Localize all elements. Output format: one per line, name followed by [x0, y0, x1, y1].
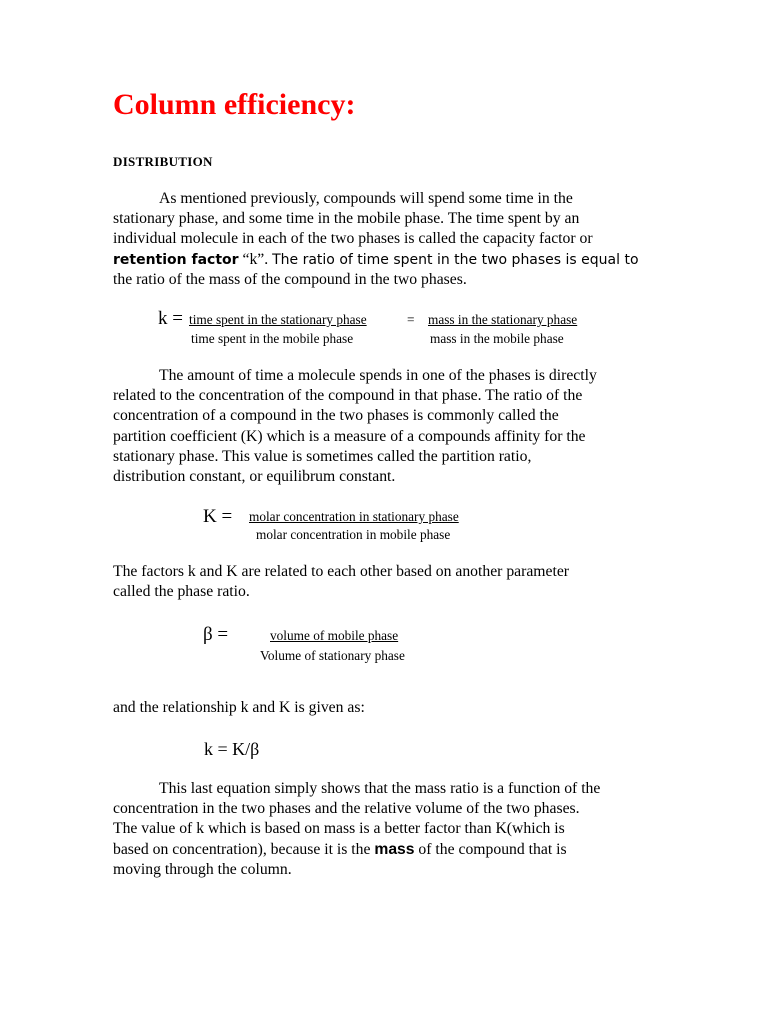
fraction-numerator: molar concentration in stationary phase — [249, 509, 459, 524]
relationship-intro: and the relationship k and K is given as: — [113, 699, 365, 716]
fraction-denominator: molar concentration in mobile phase — [256, 527, 451, 542]
text-line: the ratio of the mass of the compound in the two phases. — [113, 270, 467, 288]
text-line: stationary phase. This value is sometimes called the partition ratio, — [113, 447, 532, 465]
inline-text: The ratio of time spent in the two phases is equal to — [272, 251, 639, 268]
bold-term: mass — [374, 840, 415, 858]
bold-term: retention factor — [113, 251, 239, 268]
text-line: The amount of time a molecule spends in one of the phases is directly — [159, 367, 597, 384]
inline-text: based on concentration), because it is the — [113, 840, 375, 858]
fraction-numerator: mass in the stationary phase — [428, 312, 578, 327]
text-line: individual molecule in each of the two phases is called the capacity factor or — [113, 230, 593, 248]
fraction-denominator: Volume of stationary phase — [260, 648, 405, 663]
equation-lhs: K = — [203, 506, 233, 527]
text-line: concentration in the two phases and the relative volume of the two phases. — [113, 800, 580, 818]
fraction-denominator: time spent in the mobile phase — [191, 331, 354, 346]
text-line: stationary phase, and some time in the mobile phase. The time spent by an — [113, 210, 580, 228]
equation-relationship: k = K/β — [204, 739, 260, 759]
paragraph-intro — [113, 189, 658, 290]
text-line: This last equation simply shows that the mass ratio is a function of the — [159, 780, 601, 797]
inline-text: of the compound that is — [414, 840, 567, 858]
fraction-numerator: time spent in the stationary phase — [189, 312, 367, 327]
text-line: The value of k which is based on mass is a better factor than K(which is — [113, 820, 565, 838]
paragraph-partition — [113, 366, 658, 487]
text-line: concentration of a compound in the two phases is commonly called the — [113, 407, 559, 425]
text-line: moving through the column. — [113, 860, 292, 878]
inline-text: “k”. — [238, 250, 273, 268]
text-line: related to the concentration of the compound in that phase. The ratio of the — [113, 387, 583, 405]
equals-sign: = — [407, 312, 415, 327]
text-line — [113, 840, 658, 860]
fraction-denominator: mass in the mobile phase — [430, 331, 564, 346]
text-line: called the phase ratio. — [113, 583, 250, 601]
page-title: Column efficiency: — [113, 88, 356, 121]
text-line: The factors k and K are related to each other based on another parameter — [113, 563, 570, 580]
text-line: partition coefficient (K) which is a measure of a compounds affinity for the — [113, 427, 586, 445]
paragraph-phase-ratio — [113, 562, 658, 602]
paragraph-conclusion — [113, 779, 658, 880]
equation-lhs: β = — [203, 624, 229, 645]
text-line — [113, 250, 658, 270]
text-line: distribution constant, or equilibrum constant. — [113, 468, 396, 486]
text-line: As mentioned previously, compounds will spend some time in the — [159, 190, 573, 207]
section-heading: DISTRIBUTION — [113, 154, 213, 169]
equation-lhs: k = — [158, 308, 183, 329]
fraction-numerator: volume of mobile phase — [270, 628, 399, 643]
